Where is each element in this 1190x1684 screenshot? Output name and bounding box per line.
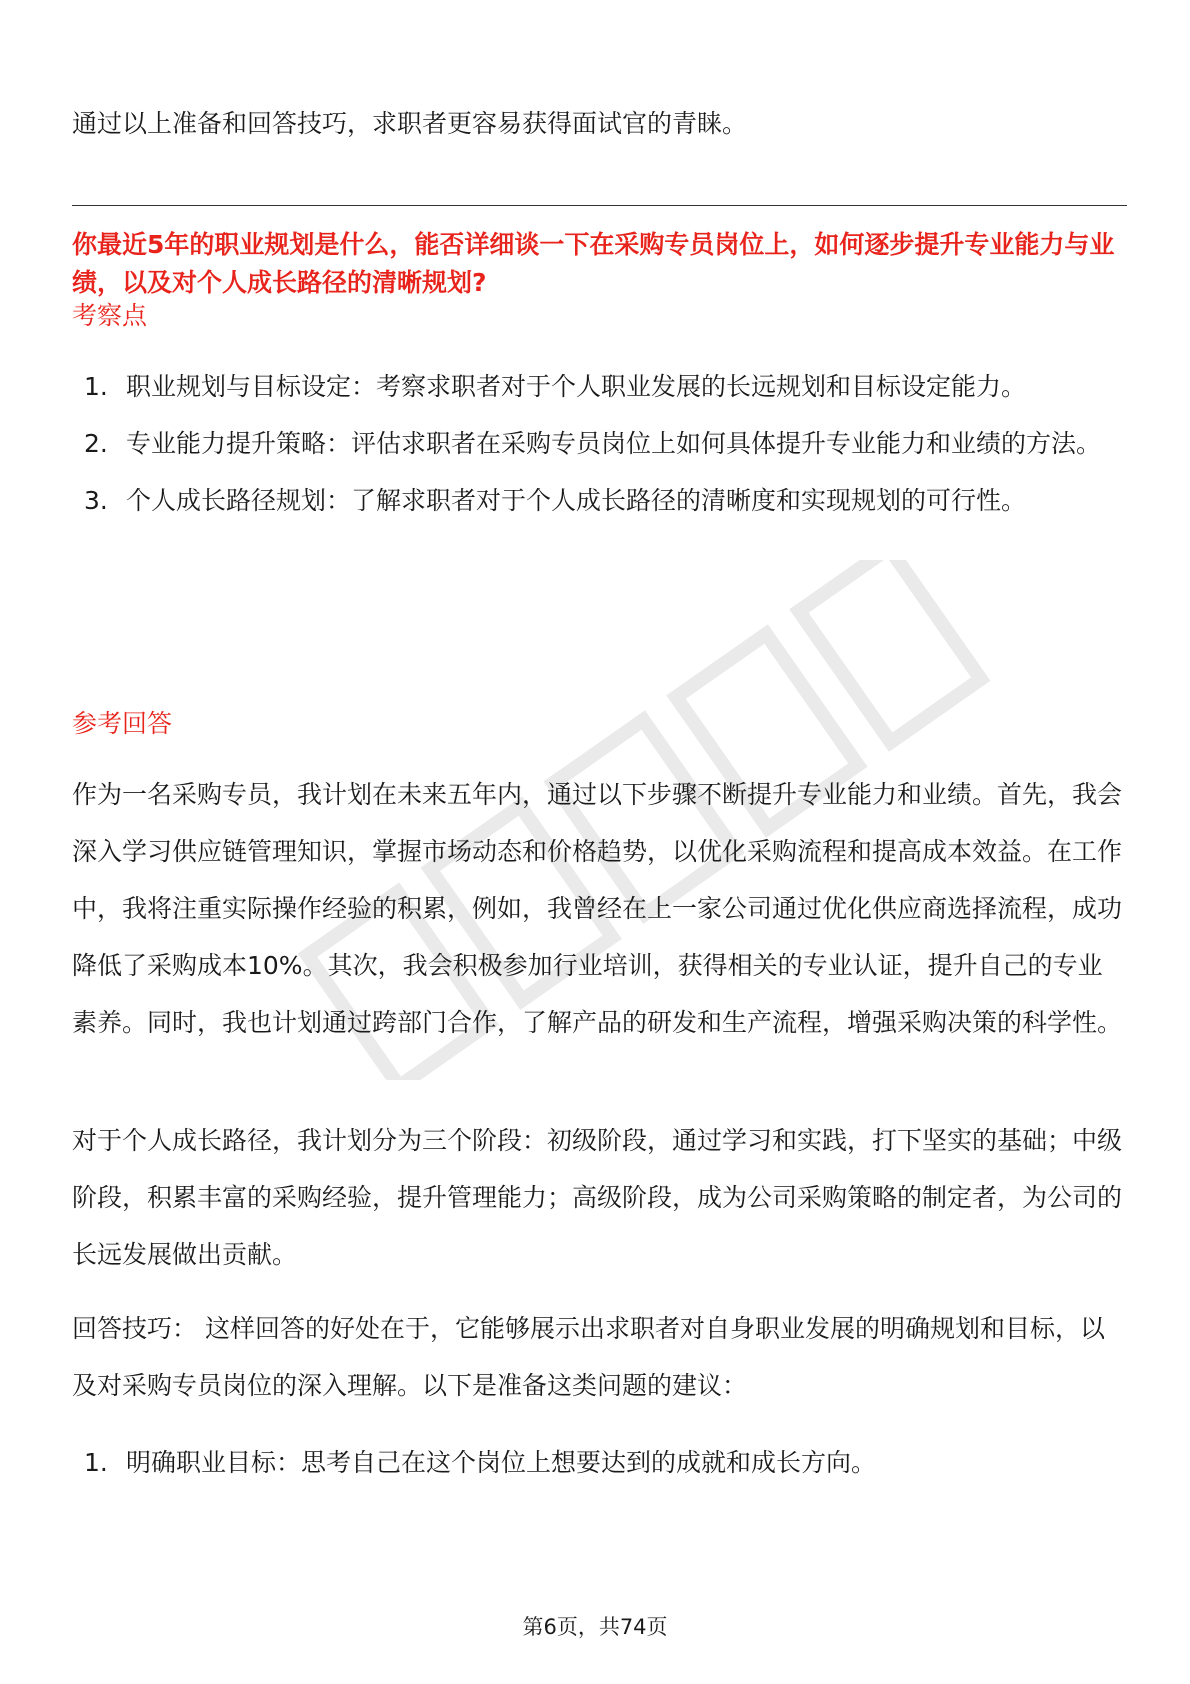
focus-item-text: 个人成长路径规划：了解求职者对于个人成长路径的清晰度和实现规划的可行性。 xyxy=(126,486,1027,515)
tips-list xyxy=(72,1434,1127,1491)
question-title: 你最近5年的职业规划是什么，能否详细谈一下在采购专员岗位上，如何逐步提升专业能力与业绩，以及对个人成长路径的清晰规划? xyxy=(72,230,1115,297)
answer-paragraph: 作为一名采购专员，我计划在未来五年内，通过以下步骤不断提升专业能力和业绩。首先，我会深入学习供应链管理知识，掌握市场动态和价格趋势，以优化采购流程和提高成本效益。在工作中，我将注重实际操作经验的积累，例如，我曾经在上一家公司通过优化供应商选择流程，成功降低了采购成本10%。其次，我会积极参加行业培训，获得相关的专业认证，提升自己的专业素养。同时，我也计划通过跨部门合作，了解产品的研发和生产流程，增强采购决策的科学性。 xyxy=(72,780,1123,1037)
focus-item xyxy=(72,358,1127,415)
focus-item-text: 职业规划与目标设定：考察求职者对于个人职业发展的长远规划和目标设定能力。 xyxy=(126,372,1027,401)
focus-item xyxy=(72,472,1127,529)
focus-item-text: 专业能力提升策略：评估求职者在采购专员岗位上如何具体提升专业能力和业绩的方法。 xyxy=(126,429,1102,458)
list-number: 2. xyxy=(84,429,108,458)
list-number: 1. xyxy=(84,1448,108,1477)
focus-list xyxy=(72,358,1127,529)
tips-item xyxy=(72,1434,1127,1491)
list-number: 3. xyxy=(84,486,108,515)
tips-item-text: 明确职业目标：思考自己在这个岗位上想要达到的成就和成长方向。 xyxy=(126,1448,877,1477)
focus-item xyxy=(72,415,1127,472)
tips-paragraph: 回答技巧： 这样回答的好处在于，它能够展示出求职者对自身职业发展的明确规划和目标，以及对采购专员岗位的深入理解。以下是准备这类问题的建议： xyxy=(72,1314,1105,1400)
focus-heading: 考察点 xyxy=(72,301,148,330)
answer-paragraph: 对于个人成长路径，我计划分为三个阶段：初级阶段，通过学习和实践，打下坚实的基础；中级阶段，积累丰富的采购经验，提升管理能力；高级阶段，成为公司采购策略的制定者，为公司的长远发展做出贡献。 xyxy=(72,1126,1123,1269)
list-number: 1. xyxy=(84,372,108,401)
answer-heading: 参考回答 xyxy=(72,709,173,738)
intro-text: 通过以上准备和回答技巧，求职者更容易获得面试官的青睐。 xyxy=(72,109,748,138)
page-footer: 第6页，共74页 xyxy=(522,1615,668,1639)
divider xyxy=(72,205,1127,206)
